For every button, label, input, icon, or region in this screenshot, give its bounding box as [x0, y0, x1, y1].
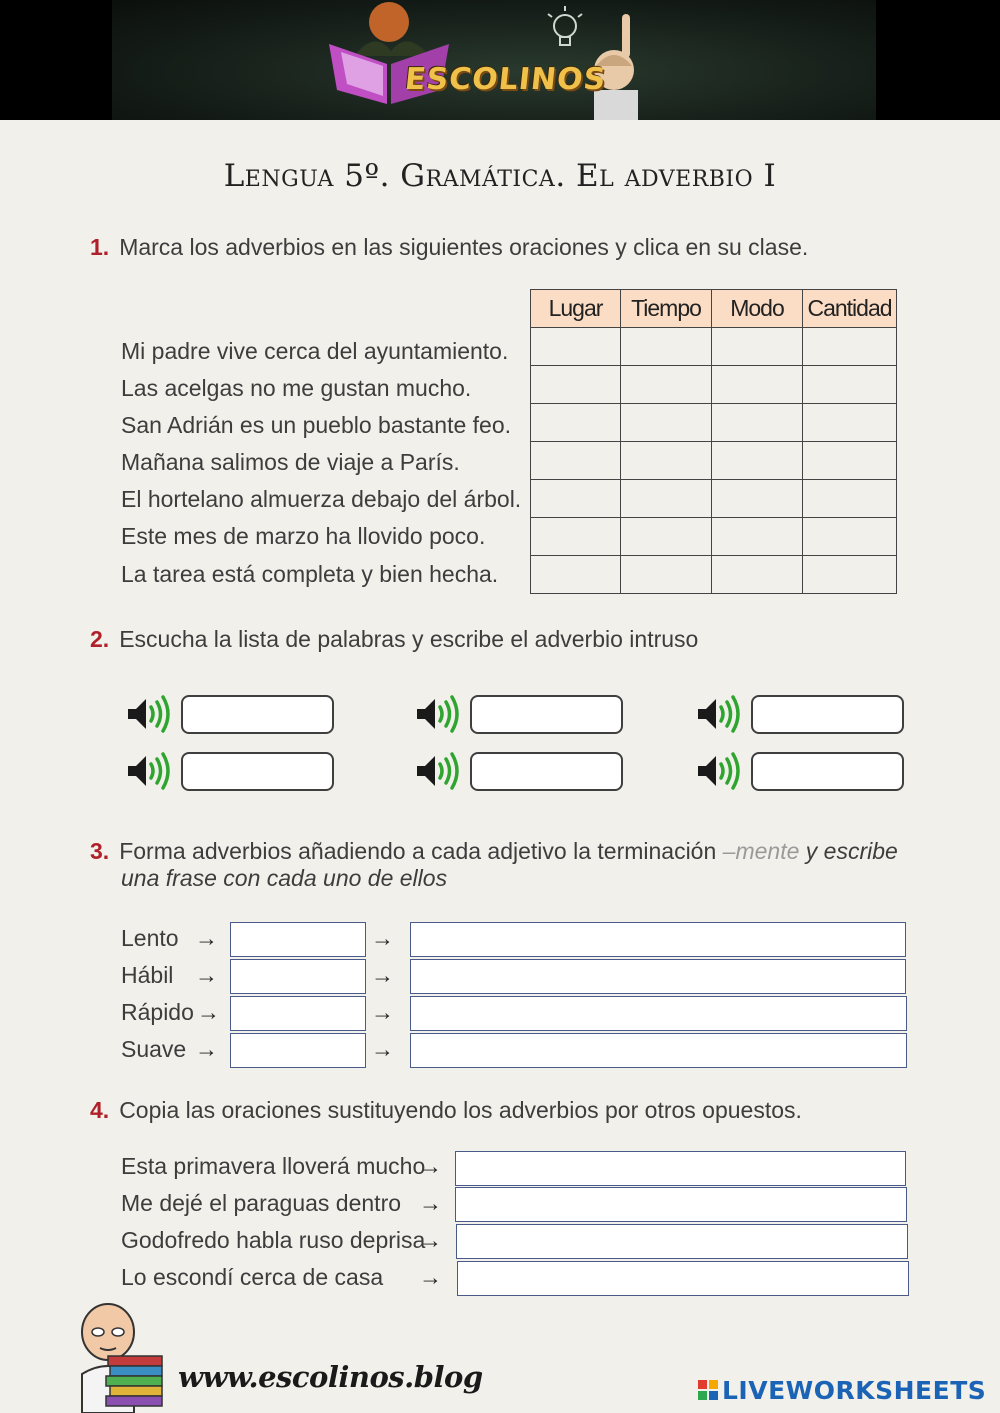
liveworksheets-logo-icon	[698, 1378, 720, 1408]
header-banner	[0, 0, 1000, 120]
arrow-icon: →	[371, 1036, 394, 1062]
question-text-cont: y escribe	[805, 838, 898, 864]
table-cell[interactable]	[712, 480, 803, 518]
table-cell[interactable]	[531, 404, 621, 442]
question-number: 3.	[90, 838, 110, 864]
answer-input[interactable]	[457, 1261, 909, 1296]
adverb-input[interactable]	[230, 1033, 366, 1068]
adverb-input[interactable]	[230, 959, 366, 994]
sentence: Esta primavera lloverá mucho	[121, 1153, 426, 1179]
table-cell[interactable]	[531, 366, 621, 404]
column-header-cantidad: Cantidad	[803, 290, 897, 328]
table-cell[interactable]	[712, 404, 803, 442]
table-cell[interactable]	[621, 328, 712, 366]
sentence: Mi padre vive cerca del ayuntamiento.	[121, 338, 509, 364]
answer-input[interactable]	[751, 695, 904, 734]
arrow-icon: →	[419, 1153, 442, 1179]
sentence-input[interactable]	[410, 1033, 907, 1068]
sentence-input[interactable]	[410, 996, 907, 1031]
question-3	[90, 838, 906, 892]
arrow-icon: →	[195, 1036, 218, 1062]
answer-input[interactable]	[455, 1187, 907, 1222]
arrow-icon: →	[195, 925, 218, 951]
answer-input[interactable]	[455, 1151, 906, 1186]
column-header-tiempo: Tiempo	[621, 290, 712, 328]
answer-input[interactable]	[470, 695, 623, 734]
column-header-lugar: Lugar	[531, 290, 621, 328]
table-cell[interactable]	[531, 480, 621, 518]
adjective-word: Hábil	[121, 962, 174, 988]
arrow-icon: →	[371, 999, 394, 1025]
table-cell[interactable]	[531, 518, 621, 556]
adjective-word: Rápido	[121, 999, 194, 1025]
sentence: Godofredo habla ruso deprisa	[121, 1227, 426, 1253]
table-cell[interactable]	[712, 366, 803, 404]
arrow-icon: →	[195, 962, 218, 988]
table-cell[interactable]	[803, 366, 897, 404]
table-cell[interactable]	[621, 480, 712, 518]
arrow-icon: →	[371, 925, 394, 951]
answer-input[interactable]	[181, 752, 334, 791]
adverb-input[interactable]	[230, 996, 366, 1031]
question-4	[90, 1097, 802, 1124]
sentence-input[interactable]	[410, 922, 906, 957]
sentence: Mañana salimos de viaje a París.	[121, 449, 460, 475]
arrow-icon: →	[419, 1227, 442, 1253]
table-cell[interactable]	[621, 442, 712, 480]
table-header-row	[531, 290, 897, 328]
arrow-icon: →	[419, 1264, 442, 1290]
speaker-icon[interactable]	[126, 694, 174, 734]
teacher-mascot-icon	[70, 1302, 170, 1413]
sentence: San Adrián es un pueblo bastante feo.	[121, 412, 512, 438]
table-row	[531, 366, 897, 404]
table-row	[531, 442, 897, 480]
table-row	[531, 404, 897, 442]
table-cell[interactable]	[621, 366, 712, 404]
question-number: 2.	[90, 626, 110, 652]
column-header-modo: Modo	[712, 290, 803, 328]
answer-input[interactable]	[181, 695, 334, 734]
table-cell[interactable]	[803, 404, 897, 442]
sentence: Este mes de marzo ha llovido poco.	[121, 523, 486, 549]
table-cell[interactable]	[621, 404, 712, 442]
answer-input[interactable]	[751, 752, 904, 791]
speaker-icon[interactable]	[696, 751, 744, 791]
table-cell[interactable]	[803, 556, 897, 594]
sentence: Me dejé el paraguas dentro	[121, 1190, 402, 1216]
sentence-input[interactable]	[410, 959, 906, 994]
table-cell[interactable]	[803, 480, 897, 518]
adjective-word: Suave	[121, 1036, 187, 1062]
table-cell[interactable]	[621, 556, 712, 594]
arrow-icon: →	[419, 1190, 442, 1216]
sentence: Lo escondí cerca de casa	[121, 1264, 384, 1290]
question-text: Marca los adverbios en las siguientes oraciones y clica en su clase.	[119, 234, 809, 260]
answer-input[interactable]	[470, 752, 623, 791]
table-cell[interactable]	[531, 442, 621, 480]
question-text: Escucha la lista de palabras y escribe el adverbio intruso	[119, 626, 699, 652]
question-2	[90, 626, 698, 653]
table-row	[531, 518, 897, 556]
table-row	[531, 480, 897, 518]
arrow-icon: →	[371, 962, 394, 988]
arrow-icon: →	[197, 999, 220, 1025]
speaker-icon[interactable]	[415, 751, 463, 791]
question-text: Forma adverbios añadiendo a cada adjetivo la terminación	[119, 838, 717, 864]
table-cell[interactable]	[712, 518, 803, 556]
adverb-input[interactable]	[230, 922, 366, 957]
page-title: Lengua 5º. Gramática. El adverbio I	[223, 158, 777, 194]
escolinos-logo	[325, 0, 685, 120]
table-cell[interactable]	[531, 328, 621, 366]
answer-input[interactable]	[456, 1224, 908, 1259]
adjective-word: Lento	[121, 925, 179, 951]
liveworksheets-brand: LIVEWORKSHEETS	[722, 1376, 987, 1405]
suffix-text: –mente	[722, 838, 800, 864]
table-cell[interactable]	[712, 442, 803, 480]
sentence: El hortelano almuerza debajo del árbol.	[121, 486, 522, 512]
question-number: 1.	[90, 234, 110, 260]
table-cell[interactable]	[621, 518, 712, 556]
adverb-class-table	[530, 289, 897, 594]
question-text: Copia las oraciones sustituyendo los adverbios por otros opuestos.	[119, 1097, 802, 1123]
table-cell[interactable]	[531, 556, 621, 594]
speaker-icon[interactable]	[696, 694, 744, 734]
footer-url[interactable]: www.escolinos.blog	[178, 1360, 483, 1394]
table-cell[interactable]	[803, 518, 897, 556]
table-cell[interactable]	[803, 328, 897, 366]
speaker-icon[interactable]	[415, 694, 463, 734]
table-row	[531, 556, 897, 594]
question-number: 4.	[90, 1097, 110, 1123]
speaker-icon[interactable]	[126, 751, 174, 791]
sentence: Las acelgas no me gustan mucho.	[121, 375, 472, 401]
brand-name: ESCOLINOS	[403, 62, 608, 97]
question-text-line2: una frase con cada uno de ellos	[121, 865, 448, 891]
sentence: La tarea está completa y bien hecha.	[121, 561, 499, 587]
table-cell[interactable]	[712, 556, 803, 594]
table-row	[531, 328, 897, 366]
table-cell[interactable]	[712, 328, 803, 366]
question-1	[90, 234, 808, 261]
table-cell[interactable]	[803, 442, 897, 480]
